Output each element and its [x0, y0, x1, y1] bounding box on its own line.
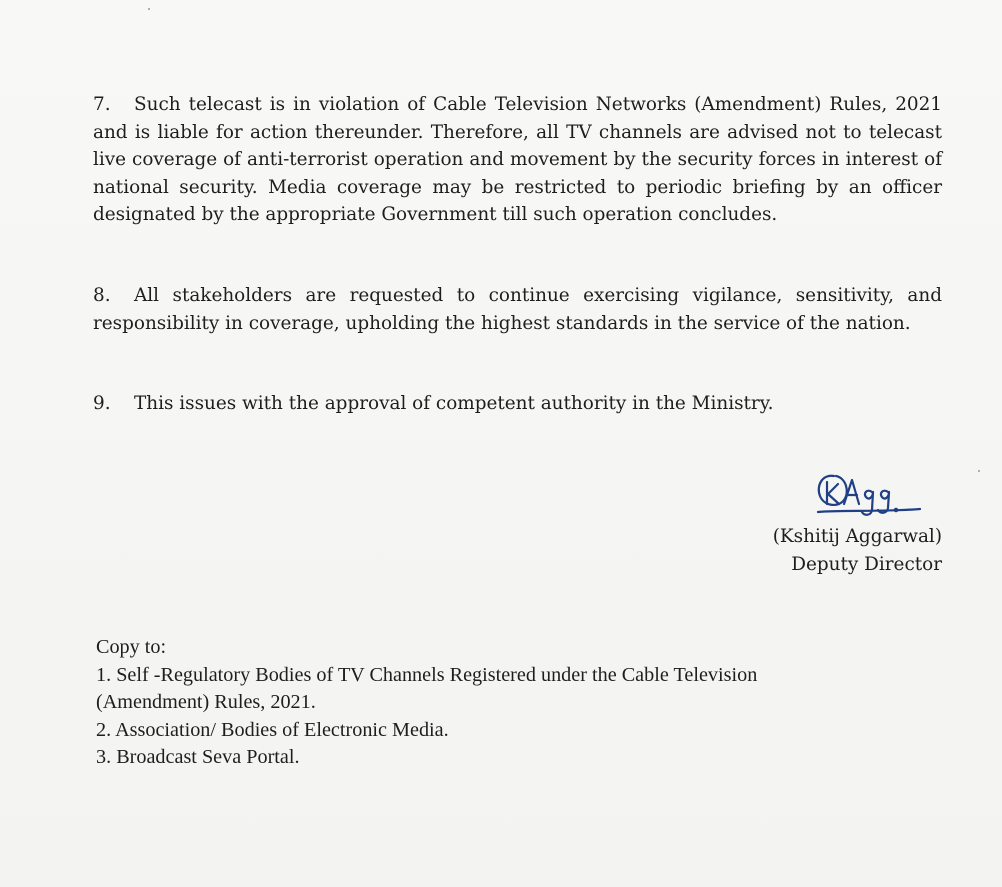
paragraph-text: Such telecast is in violation of Cable Television Networks (Amendment) Rules, 2021 and is liable for action thereunder. Therefore, all TV channels are advised not to telecast live coverage of anti-terrorist operation and movement by the security forces in interest of national security. Media coverage may be restricted to periodic briefing by an officer designated by the appropriate Government till such operation concludes.: [93, 94, 942, 225]
paragraph-number: 8.: [93, 285, 111, 306]
paragraph-text: This issues with the approval of competent authority in the Ministry.: [134, 393, 774, 414]
copy-to-item: 3. Broadcast Seva Portal.: [96, 746, 300, 768]
paragraph-number: 7.: [93, 94, 111, 115]
paragraph-text: All stakeholders are requested to continue exercising vigilance, sensitivity, and responsibility in coverage, upholding the highest standards in the service of the nation.: [93, 285, 942, 334]
paragraph-9: [93, 390, 942, 418]
paragraph-number: 9.: [93, 393, 111, 414]
signatory-designation: Deputy Director: [791, 554, 942, 575]
copy-to-heading: Copy to:: [96, 636, 167, 658]
copy-to-section: [96, 634, 956, 772]
copy-to-item: (Amendment) Rules, 2021.: [96, 691, 316, 713]
paper-speck: [148, 8, 150, 10]
signatory-name: (Kshitij Aggarwal): [772, 526, 942, 547]
paragraph-8: [93, 282, 942, 337]
paper-speck: [978, 470, 980, 472]
paragraph-7: [93, 91, 942, 229]
handwritten-signature: [812, 462, 924, 522]
copy-to-item: 1. Self -Regulatory Bodies of TV Channels Registered under the Cable Television: [96, 663, 758, 686]
copy-to-item: 2. Association/ Bodies of Electronic Media.: [96, 718, 449, 741]
